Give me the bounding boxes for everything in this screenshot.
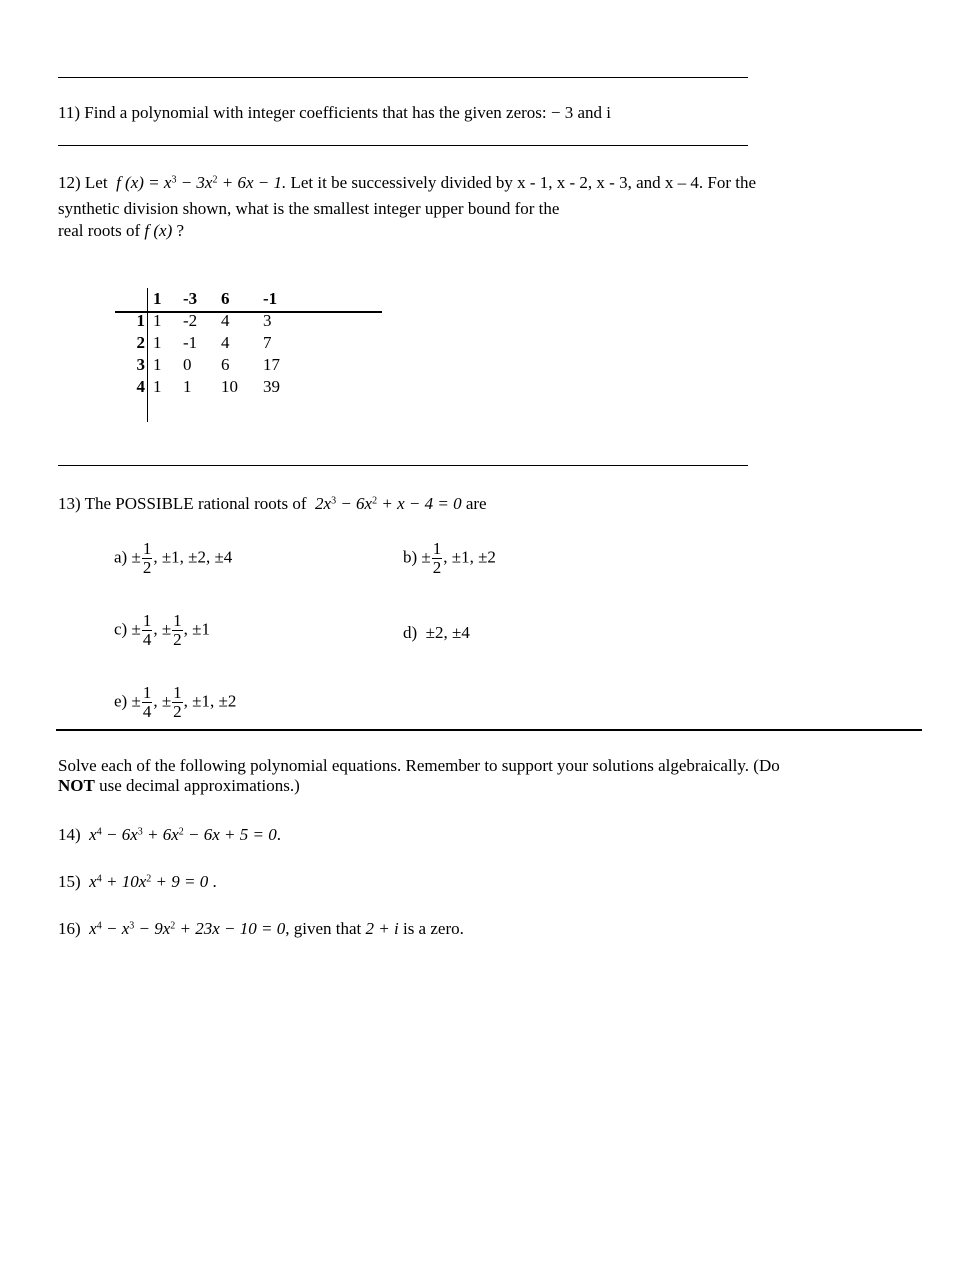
separator-line (58, 465, 748, 466)
instructions: Solve each of the following polynomial equations. Remember to support your solutions algebraically. (Do NOT use decimal approximations.) (58, 756, 780, 795)
synthetic-row: 3 1 0 6 17 (136, 355, 280, 374)
synthetic-row: 4 1 1 10 39 (136, 377, 280, 396)
question-16: 16) $x^4 - x^3 - 9x^2 + 23x - 10 = 0$, given that 2 + i is a zero. (58, 919, 464, 938)
question-11 (58, 103, 611, 123)
question-12-text-1: Let it be successively divided by x - 1, x - 2, x - 3, and x – 4. For the (290, 173, 756, 192)
option-b[interactable]: b) ± $\frac{1}{2}$ , ±1, ±2 (403, 539, 496, 577)
question-11-text: 11) Find a polynomial with integer coefficients that has the given zeros: (58, 103, 547, 122)
question-15: 15) $x^4 + 10x^2 + 9 = 0$ . (58, 872, 217, 891)
option-e[interactable]: e) ± $\frac{1}{4}$ , ± $\frac{1}{2}$ , ±1, ±2 (114, 683, 237, 721)
separator-line (58, 145, 748, 146)
question-11-zeros: − 3 and i (550, 103, 611, 122)
separator-line (58, 77, 748, 78)
question-12-lead: 12) Let (58, 173, 108, 192)
question-12-line-1 (58, 173, 756, 193)
synthetic-row: 1 1 -2 4 3 (136, 311, 272, 330)
option-a[interactable]: a) ± $\frac{1}{2}$ , ±1, ±2, ±4 (114, 539, 233, 577)
question-12-fx: f (x) (144, 221, 173, 240)
question-13-equation: $2x^3 - 6x^2 + x - 4 = 0$ (315, 494, 462, 513)
question-12-line-2: synthetic division shown, what is the smallest integer upper bound for the (58, 199, 560, 218)
question-13: 13) The POSSIBLE rational roots of $2x^3 - 6x^2 + x - 4 = 0$ are (58, 494, 487, 513)
synthetic-header-row: 1 -3 6 -1 (153, 289, 278, 308)
synthetic-division-table (115, 288, 303, 398)
question-14: 14) $x^4 - 6x^3 + 6x^2 - 6x + 5 = 0$. (58, 825, 281, 844)
option-d[interactable]: d) ±2, ±4 (403, 623, 470, 642)
section-divider (56, 729, 922, 731)
question-12-function: f $(x) = x^3 - 3x^2 + 6x - 1$. (116, 173, 287, 192)
synthetic-row: 2 1 -1 4 7 (136, 333, 272, 352)
option-c[interactable]: c) ± $\frac{1}{4}$ , ± $\frac{1}{2}$ , ±1 (114, 611, 210, 649)
question-12-line-3: real roots of f (x) ? (58, 221, 185, 240)
